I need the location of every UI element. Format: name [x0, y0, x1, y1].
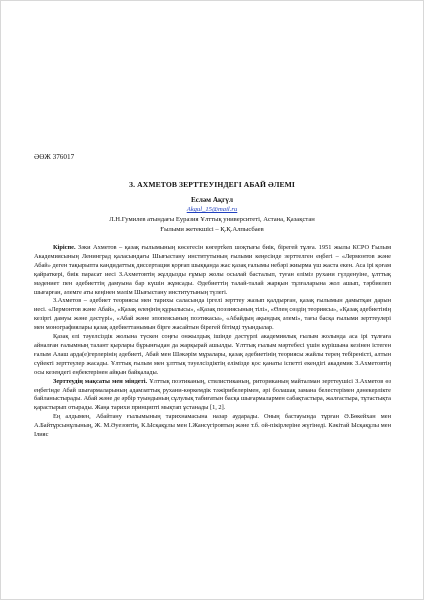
paragraph-works [34, 297, 391, 333]
author-name: Есләм Ақгүл [190, 196, 234, 204]
article-body [34, 244, 391, 440]
udc-code: ӘӨЖ 376017 [34, 153, 75, 161]
paragraph-introduction [34, 244, 391, 297]
paragraph-text: Ең алдымен, Абайтану ғылымының тарихнамасына назар аударады. Оның бастауында тұрған Ә.Бөкейхан мен А.Байтұрсынұлының, Ж. М.Әуезовтің, К.Ысқақұлы мен І.Жансүгіровтың және т.б. ой-пікірлеріне жүгінеді. Кәкітай Ысқақұлы мен Ілияс [34, 413, 391, 439]
author-email-link[interactable]: Akgul_15@mail.ru [186, 206, 238, 213]
paragraph-text: Зәки Ахметов – қазақ ғылымының көсегесін көгертken шоқтығы биік, бірегей тұлға. 1951 жылы КСРО Ғылым Академиясының Ленинград қаласындағы Шығыстану институтының ғылыми кеңесінде зерттелген еңбегі – «Лермонтов және Абай» деген тақырыпта кандидаттық диссертация қорғап шыққанда жас қазақ ғалымы небәрі жиырма үш жаста екен. Аса ірі қоғам қайраткері, биік парасат иесі З.Ахметовтің жұлдызды ғұмыр жолы осылай басталып, туған еліміз рухани гүлденуіне, ұлттық мәдениет пен әдебиеттің дамуына бар күшін жұмсады. Әдебиеттің талай-талай жарқын тұлғаларына жол ашып, тәрбиелеп шығарған, әлемге аты кеңінен мәлім Шығыстану институтының түлегі. [34, 244, 391, 296]
paragraph-text: Қазақ елі тәуелсіздік жолына түскен соңғы онжылдық ішінде дәстүрлі академиялық ғылым жолында аса ірі тұлғаға айналған ғалымның талант қырлары бұрынғыдан да жарқырай ашылды. Ұлттық ғылым мәртебесі үшін күрішына кезінен істеген ғалым Алаш арда(е)герлерінің әдебиеті, Абай мен Шәкәрім мұралары, қазақ әдебиетінің теориясы жайлы терең тебіреністі, алтын сүйекті зерттеулер жасады. Ұлттық ғылым мен ұлттық тәуелсіздіктің елімізде қос қанаты іспетті екендігі академик З.Ахметовтің осы кезеңдегі еңбектерінен айқын байқалады. [34, 333, 391, 376]
paragraph-independence [34, 333, 391, 378]
article-title: З. АХМЕТОВ ЗЕРТТЕУІНДЕГІ АБАЙ ӘЛЕМІ [129, 180, 295, 189]
introduction-heading: Кіріспе. [53, 244, 76, 251]
author-affiliation: Л.Н.Гумилев атындағы Еуразия Ұлттық университеті, Астана, Қазақстан [109, 216, 315, 223]
scientific-advisor: Ғылыми жетекшісі – Қ.Қ.Алпысбаев [160, 226, 264, 233]
aims-heading: Зерттеудің мақсаты мен міндеті. [53, 377, 148, 385]
paragraph-text: Ұлттық поэтиканың, стилистиканың, риторикaның майталман зерттеушісі З.Ахметов өз еңбегінде Абай шығармаларының адамзаттық рухани-көркемдік тәжірибелерімен, әрі болашақ замана белестерімен дәнекерлікте байланыстырады. Абай және де әрбір туындының сұлулық табиғатын басқа шығармалармен сабақтастыра, жалғастыра, тұтастықта қарастырып отырады. Жаңа тарихи принципті мықтап ұстанады [1, 2]. [34, 377, 391, 412]
paragraph-text: З.Ахметов – әдебиет теориясы мен тарихы саласында іргелі зерттеу жазып қалдырған, қазақ ғылымын дамытқан дарын иесі. «Лермонтов және Абай», «Қазақ өлеңінің құрылысы», «Қазақ поэзиясының тілі», «Өлең сөздің теориясы», «Қазақ әдебиетінің кезіргі дамуы және дәстүрі», «Абай және эпопеясының поэтикасы», «Абайдың ақындық әлемі», тағы басқа ғылыми зерттеулері мен монографиялары қазақ әдебиеттанымын бірге жасайтын бірегей бітімді туындылар. [34, 297, 391, 332]
paragraph-historiography [34, 413, 391, 440]
paragraph-aims [34, 378, 391, 414]
